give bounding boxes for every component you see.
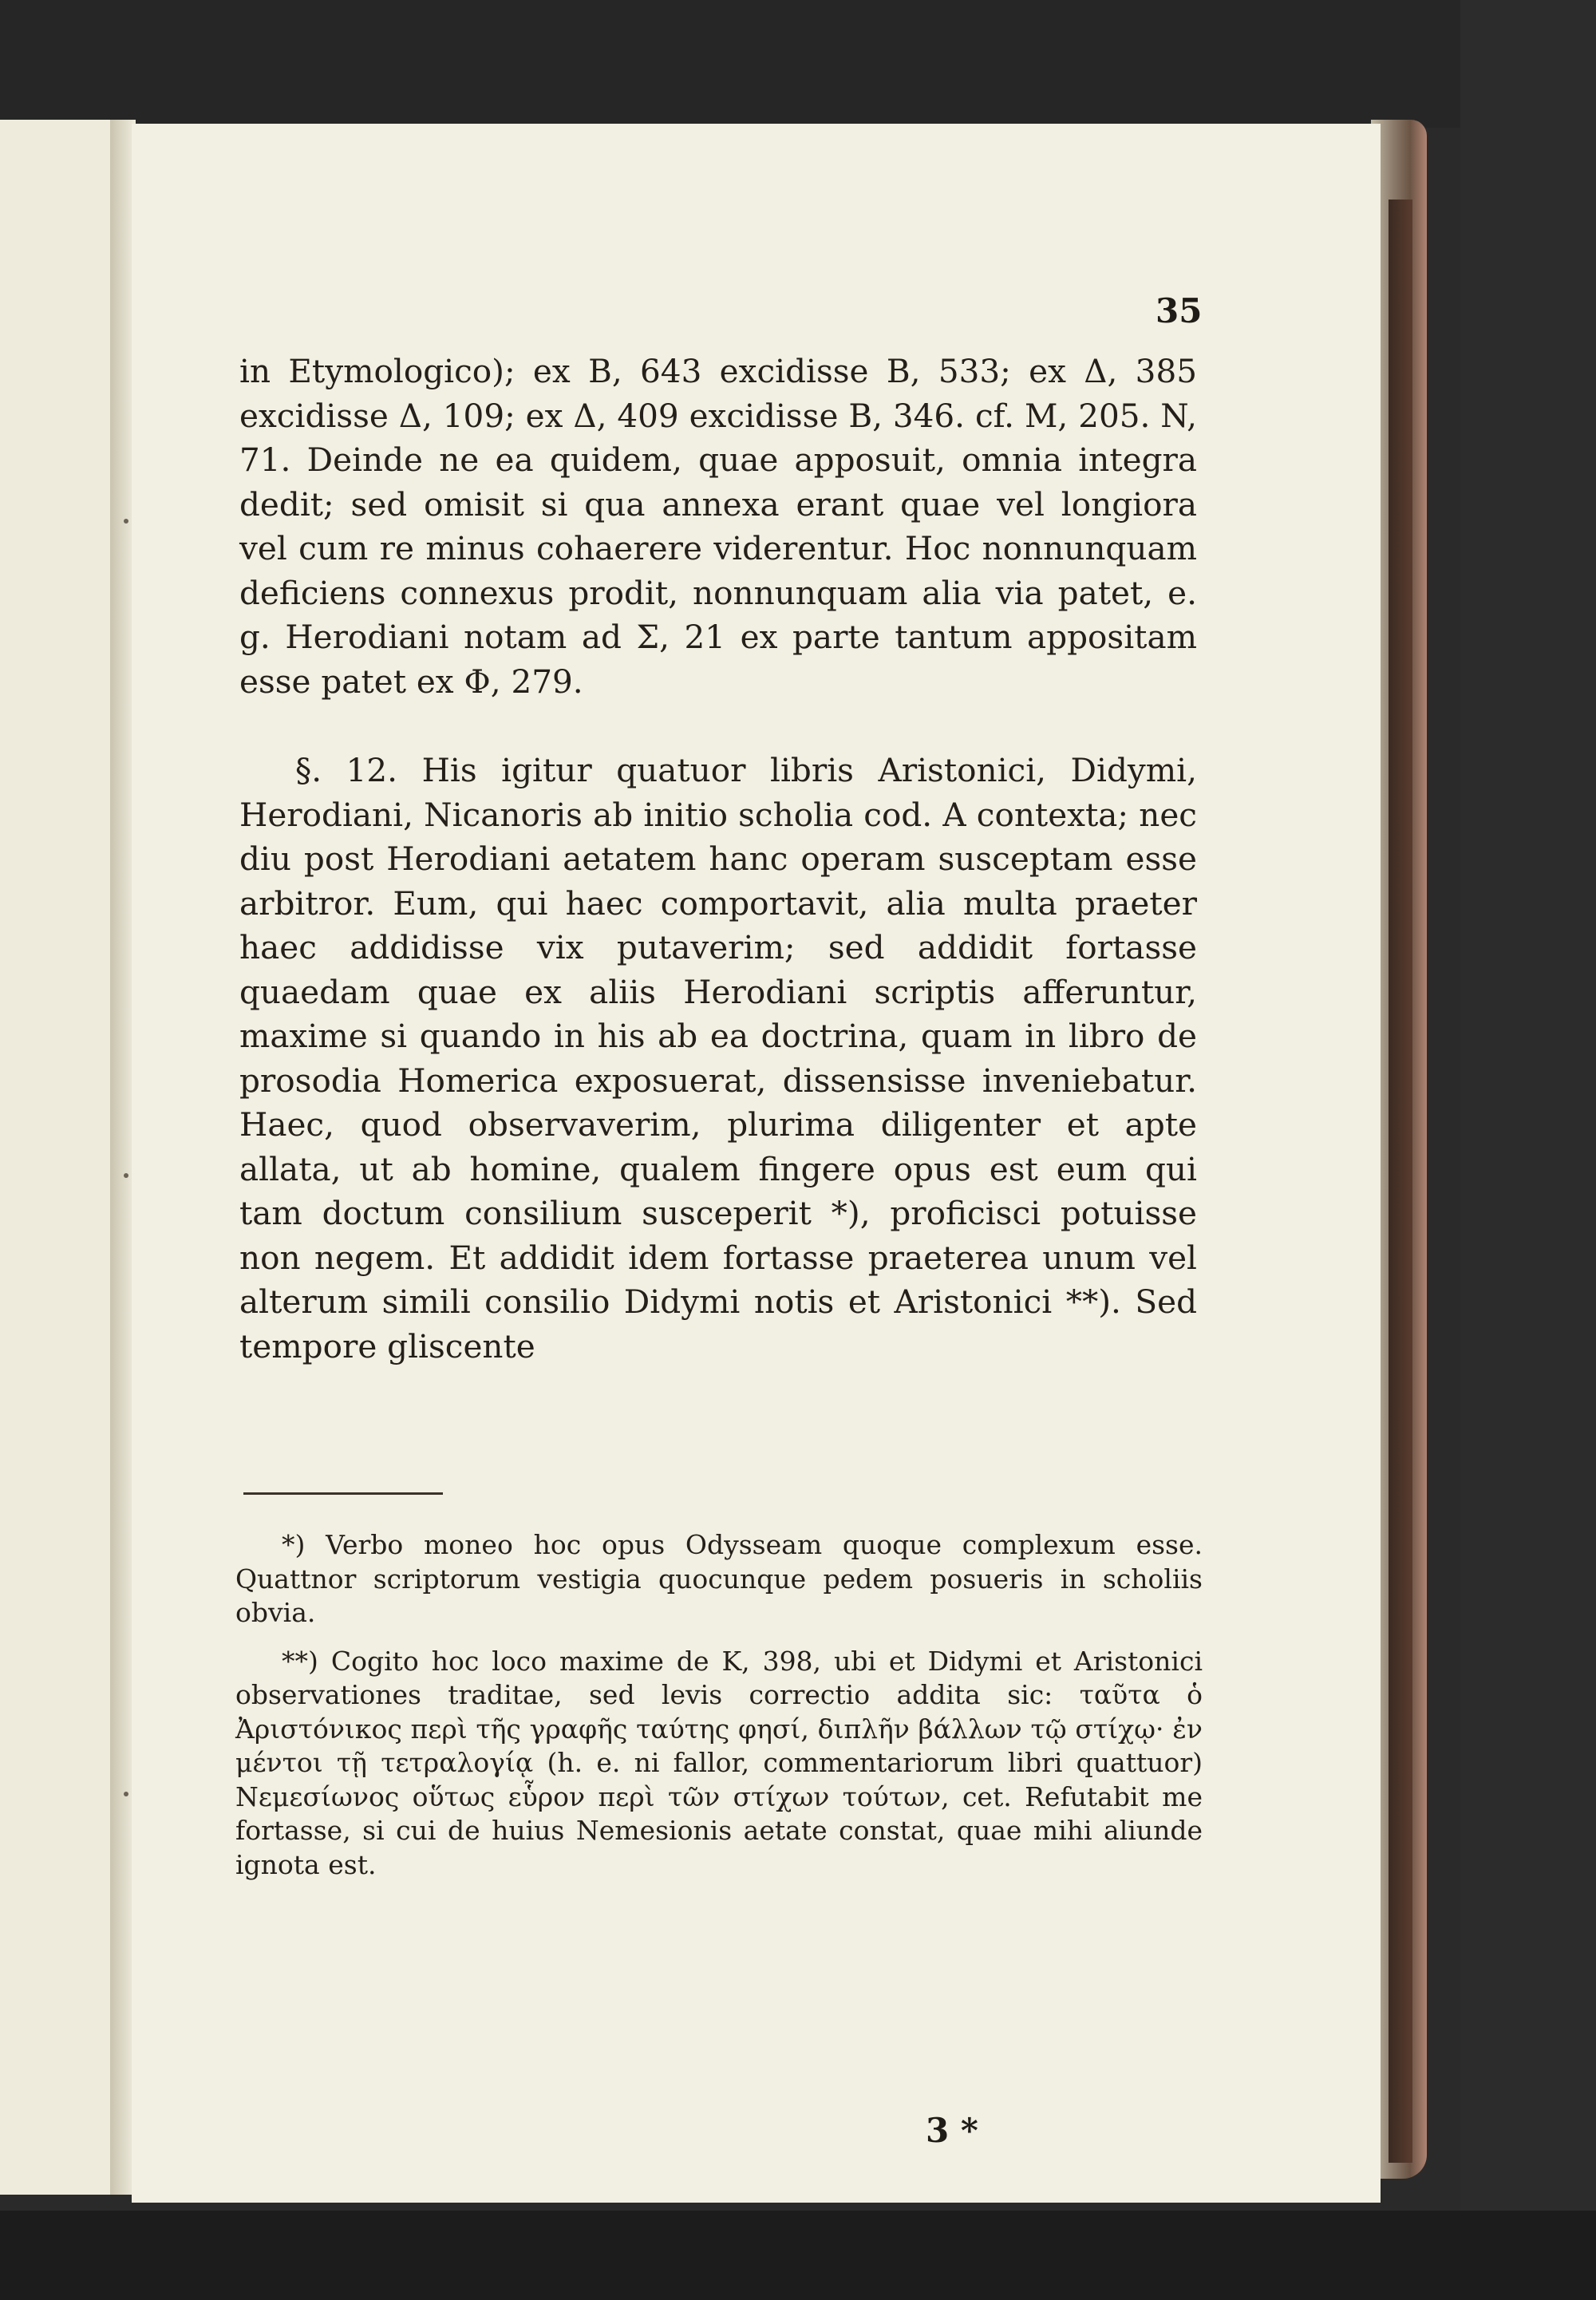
page-number: 35 xyxy=(1156,291,1203,330)
background-bottom xyxy=(0,2211,1596,2300)
paragraph-2-text: His igitur quatuor libris Aristonici, Didymi, Herodiani, Nicanoris ab initio scholia cod. A contexta; nec diu post Herodiani aetatem hanc operam susceptam esse arbitror. Eum, qui haec comportavit, alia multa praeter haec addidisse vix putaverim; sed addidit fortasse quaedam quae ex aliis Herodiani scriptis afferuntur, maxime si quando in his ab ea doctrina, quam in libro de prosodia Homerica exposuerat, dissensisse inveniebatur. Haec, quod observaverim, plurima diligenter et apte allata, ut ab homine, qualem fingere opus est eum qui tam doctum consilium susceperit *), proficisci potuisse non negem. Et addidit idem fortasse praeterea unum vel alterum simili consilio Didymi notis et Aristonici **). Sed tempore gliscente xyxy=(239,751,1198,1365)
footnotes xyxy=(235,1528,1203,1882)
paragraph-2 xyxy=(239,749,1197,1369)
background-right xyxy=(1460,0,1596,2300)
margin-speck xyxy=(124,519,128,524)
section-mark: §. 12. xyxy=(295,751,398,789)
left-page-edge xyxy=(0,120,117,2195)
margin-speck xyxy=(124,1173,128,1178)
paragraph-1: in Etymologico); ex B, 643 excidisse B, 533; ex Δ, 385 excidisse Δ, 109; ex Δ, 409 excidisse B, 346. cf. M, 205. N, 71. Deinde ne ea quidem, quae apposuit, omnia integra dedit; sed omisit si qua annexa erant quae vel longiora vel cum re minus cohaerere viderentur. Hoc nonnunquam deficiens connexus prodit, nonnunquam alia via patet, e. g. Herodiani notam ad Σ, 21 ex parte tantum appositam esse patet ex Φ, 279. xyxy=(239,352,1197,701)
footnote-1: *) Verbo moneo hoc opus Odysseam quoque complexum esse. Quattnor scriptorum vestigia quocunque pedem posueris in scholiis obvia. xyxy=(235,1529,1203,1628)
footnote-rule xyxy=(243,1492,443,1495)
book-cover-edge xyxy=(1389,200,1412,2163)
signature-mark: 3 * xyxy=(926,2111,978,2150)
main-text xyxy=(239,350,1197,1369)
background-top xyxy=(0,0,1596,128)
margin-speck xyxy=(124,1792,128,1796)
footnote-2: **) Cogito hoc loco maxime de K, 398, ubi et Didymi et Aristonici observationes traditae, sed levis correctio addita sic: ταῦτα ὁ Ἀριστόνικος περὶ τῆς γραφῆς ταύτης φησί, διπλῆν βάλλων τῷ στίχῳ· ἐν μέντοι τῇ τετραλογίᾳ (h. e. ni fallor, commentariorum libri quattuor) Νεμεσίωνος οὕτως εὗρον περὶ τῶν στίχων τούτων, cet. Refutabit me fortasse, si cui de huius Nemesionis aetate constat, quae mihi aliunde ignota est. xyxy=(235,1645,1203,1880)
